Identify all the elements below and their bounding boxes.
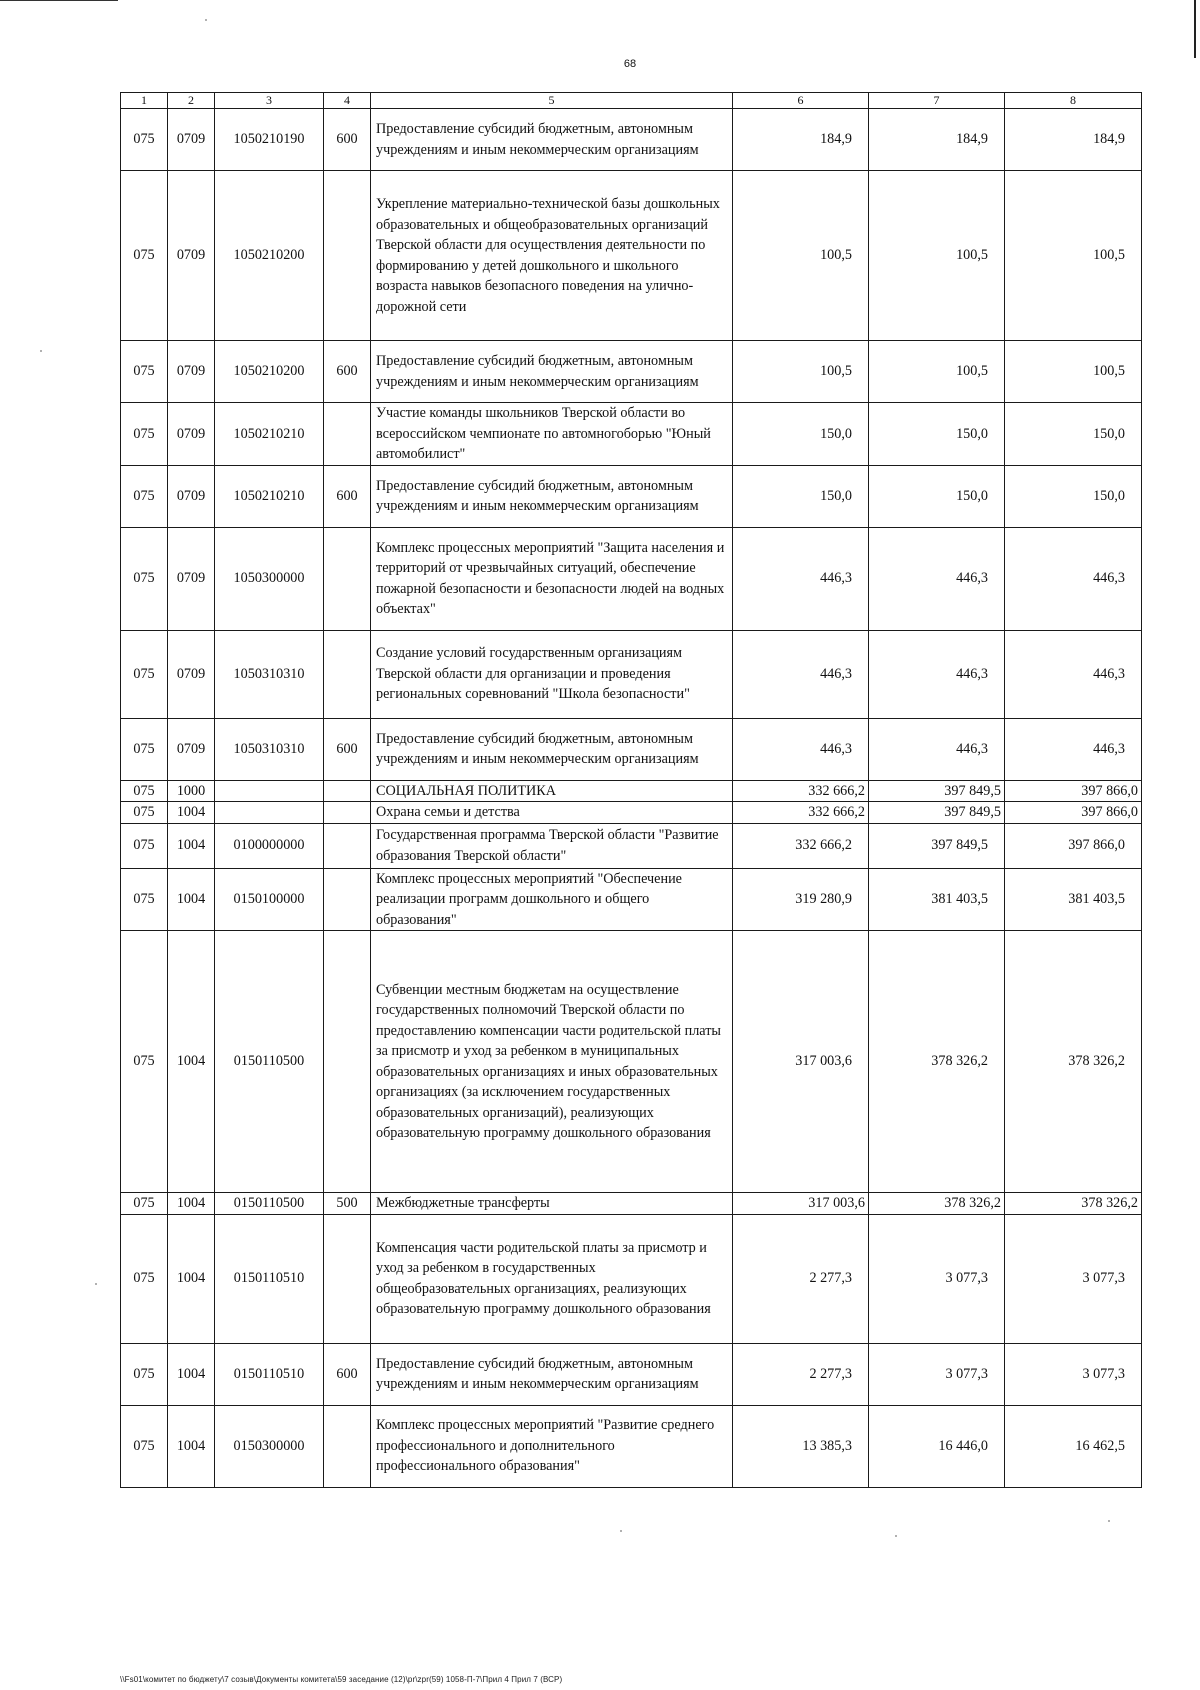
cell-description: Компенсация части родительской платы за присмотр и уход за ребенком в государственных общеобразовательных организациях, реализующих образовательную программу дошкольного образования xyxy=(371,1214,733,1343)
table-row xyxy=(121,780,1142,802)
cell-razdel: 1004 xyxy=(168,1214,215,1343)
cell-sum-year-3: 381 403,5 xyxy=(1005,868,1142,931)
cell-glava: 075 xyxy=(121,171,168,341)
cell-glava: 075 xyxy=(121,630,168,718)
cell-sum-year-2: 3 077,3 xyxy=(869,1214,1005,1343)
cell-glava: 075 xyxy=(121,403,168,466)
cell-sum-year-3: 397 866,0 xyxy=(1005,802,1142,824)
cell-target-article: 1050210200 xyxy=(215,171,324,341)
cell-target-article: 1050210210 xyxy=(215,403,324,466)
cell-sum-year-2: 150,0 xyxy=(869,465,1005,527)
cell-sum-year-3: 446,3 xyxy=(1005,630,1142,718)
cell-expense-type xyxy=(324,1214,371,1343)
cell-sum-year-1: 446,3 xyxy=(733,718,869,780)
table-row xyxy=(121,823,1142,868)
page-number: 68 xyxy=(623,58,637,70)
cell-description: Охрана семьи и детства xyxy=(371,802,733,824)
cell-razdel: 1004 xyxy=(168,1343,215,1405)
scan-speck xyxy=(205,19,207,21)
cell-sum-year-1: 100,5 xyxy=(733,171,869,341)
cell-target-article: 1050310310 xyxy=(215,718,324,780)
cell-target-article: 0150110500 xyxy=(215,1193,324,1215)
cell-razdel: 0709 xyxy=(168,403,215,466)
cell-target-article: 1050210200 xyxy=(215,341,324,403)
table-row xyxy=(121,109,1142,171)
cell-glava: 075 xyxy=(121,780,168,802)
cell-description: Укрепление материально-технической базы дошкольных образовательных и общеобразовательных организаций Тверской области для осуществления деятельности по формированию у детей дошкольного и школьного возраста навыков безопасного поведения на улично-дорожной сети xyxy=(371,171,733,341)
cell-sum-year-2: 446,3 xyxy=(869,527,1005,630)
cell-description: Участие команды школьников Тверской области во всероссийском чемпионате по автомногоборью "Юный автомобилист" xyxy=(371,403,733,466)
cell-sum-year-1: 150,0 xyxy=(733,403,869,466)
cell-target-article: 1050300000 xyxy=(215,527,324,630)
cell-target-article: 0150100000 xyxy=(215,868,324,931)
column-header: 8 xyxy=(1005,93,1142,109)
cell-glava: 075 xyxy=(121,109,168,171)
cell-sum-year-1: 446,3 xyxy=(733,527,869,630)
table-row xyxy=(121,341,1142,403)
table-row xyxy=(121,630,1142,718)
cell-expense-type xyxy=(324,780,371,802)
cell-sum-year-2: 100,5 xyxy=(869,341,1005,403)
cell-glava: 075 xyxy=(121,1405,168,1487)
cell-sum-year-3: 397 866,0 xyxy=(1005,780,1142,802)
cell-description: Межбюджетные трансферты xyxy=(371,1193,733,1215)
cell-description: Предоставление субсидий бюджетным, автономным учреждениям и иным некоммерческим организациям xyxy=(371,341,733,403)
table-row xyxy=(121,931,1142,1193)
scan-speck xyxy=(895,1535,897,1537)
cell-glava: 075 xyxy=(121,868,168,931)
cell-target-article: 0100000000 xyxy=(215,823,324,868)
cell-expense-type xyxy=(324,527,371,630)
cell-glava: 075 xyxy=(121,341,168,403)
cell-glava: 075 xyxy=(121,465,168,527)
cell-sum-year-2: 446,3 xyxy=(869,630,1005,718)
budget-table xyxy=(120,92,1142,1488)
cell-razdel: 1004 xyxy=(168,931,215,1193)
table-row xyxy=(121,1405,1142,1487)
cell-expense-type: 600 xyxy=(324,1343,371,1405)
table-row xyxy=(121,465,1142,527)
cell-razdel: 1004 xyxy=(168,1405,215,1487)
cell-expense-type xyxy=(324,868,371,931)
cell-description: Предоставление субсидий бюджетным, автономным учреждениям и иным некоммерческим организациям xyxy=(371,465,733,527)
cell-sum-year-1: 184,9 xyxy=(733,109,869,171)
cell-sum-year-1: 150,0 xyxy=(733,465,869,527)
cell-razdel: 0709 xyxy=(168,630,215,718)
cell-expense-type xyxy=(324,403,371,466)
cell-sum-year-2: 100,5 xyxy=(869,171,1005,341)
cell-description: Комплекс процессных мероприятий "Обеспечение реализации программ дошкольного и общего образования" xyxy=(371,868,733,931)
cell-sum-year-3: 16 462,5 xyxy=(1005,1405,1142,1487)
cell-sum-year-3: 184,9 xyxy=(1005,109,1142,171)
cell-description: Государственная программа Тверской области "Развитие образования Тверской области" xyxy=(371,823,733,868)
cell-expense-type xyxy=(324,823,371,868)
cell-sum-year-3: 100,5 xyxy=(1005,171,1142,341)
cell-razdel: 0709 xyxy=(168,341,215,403)
document-footer-path: \\Fs01\комитет по бюджету\7 созыв\Документы комитета\59 заседание (12)\pr\zpr(59) 1058-П-7\Прил 4 Прил 7 (ВСР) xyxy=(120,1675,563,1684)
cell-sum-year-2: 378 326,2 xyxy=(869,931,1005,1193)
cell-target-article: 0150110500 xyxy=(215,931,324,1193)
column-header: 6 xyxy=(733,93,869,109)
cell-expense-type xyxy=(324,171,371,341)
cell-razdel: 1004 xyxy=(168,802,215,824)
cell-sum-year-2: 378 326,2 xyxy=(869,1193,1005,1215)
cell-sum-year-2: 397 849,5 xyxy=(869,802,1005,824)
cell-expense-type: 500 xyxy=(324,1193,371,1215)
cell-sum-year-2: 3 077,3 xyxy=(869,1343,1005,1405)
cell-expense-type xyxy=(324,630,371,718)
cell-sum-year-1: 100,5 xyxy=(733,341,869,403)
column-header: 7 xyxy=(869,93,1005,109)
cell-razdel: 1000 xyxy=(168,780,215,802)
cell-glava: 075 xyxy=(121,1343,168,1405)
cell-sum-year-3: 446,3 xyxy=(1005,718,1142,780)
cell-description: Предоставление субсидий бюджетным, автономным учреждениям и иным некоммерческим организациям xyxy=(371,1343,733,1405)
cell-sum-year-1: 446,3 xyxy=(733,630,869,718)
cell-description: Предоставление субсидий бюджетным, автономным учреждениям и иным некоммерческим организациям xyxy=(371,109,733,171)
cell-description: Комплекс процессных мероприятий "Защита населения и территорий от чрезвычайных ситуаций, обеспечение пожарной безопасности и безопасности людей на водных объектах" xyxy=(371,527,733,630)
cell-description: СОЦИАЛЬНАЯ ПОЛИТИКА xyxy=(371,780,733,802)
cell-sum-year-1: 332 666,2 xyxy=(733,780,869,802)
cell-glava: 075 xyxy=(121,1214,168,1343)
column-header: 3 xyxy=(215,93,324,109)
table-row xyxy=(121,718,1142,780)
cell-expense-type: 600 xyxy=(324,465,371,527)
cell-sum-year-2: 150,0 xyxy=(869,403,1005,466)
cell-target-article: 0150110510 xyxy=(215,1214,324,1343)
scan-edge-mark xyxy=(1194,0,1196,58)
cell-sum-year-2: 184,9 xyxy=(869,109,1005,171)
cell-sum-year-3: 150,0 xyxy=(1005,403,1142,466)
cell-sum-year-2: 397 849,5 xyxy=(869,823,1005,868)
table-row xyxy=(121,1214,1142,1343)
scan-speck xyxy=(620,1530,622,1532)
cell-razdel: 1004 xyxy=(168,868,215,931)
cell-glava: 075 xyxy=(121,1193,168,1215)
column-header: 2 xyxy=(168,93,215,109)
cell-razdel: 1004 xyxy=(168,1193,215,1215)
table-row xyxy=(121,868,1142,931)
cell-sum-year-3: 378 326,2 xyxy=(1005,1193,1142,1215)
cell-sum-year-3: 150,0 xyxy=(1005,465,1142,527)
cell-sum-year-1: 332 666,2 xyxy=(733,823,869,868)
cell-sum-year-3: 446,3 xyxy=(1005,527,1142,630)
cell-razdel: 0709 xyxy=(168,465,215,527)
cell-expense-type: 600 xyxy=(324,718,371,780)
cell-sum-year-1: 332 666,2 xyxy=(733,802,869,824)
cell-glava: 075 xyxy=(121,823,168,868)
cell-target-article: 0150300000 xyxy=(215,1405,324,1487)
cell-glava: 075 xyxy=(121,931,168,1193)
cell-glava: 075 xyxy=(121,718,168,780)
cell-expense-type xyxy=(324,1405,371,1487)
table-row xyxy=(121,1193,1142,1215)
cell-target-article: 1050210190 xyxy=(215,109,324,171)
cell-sum-year-1: 319 280,9 xyxy=(733,868,869,931)
cell-glava: 075 xyxy=(121,527,168,630)
column-header: 1 xyxy=(121,93,168,109)
scan-speck xyxy=(40,350,42,352)
cell-sum-year-3: 397 866,0 xyxy=(1005,823,1142,868)
cell-glava: 075 xyxy=(121,802,168,824)
cell-sum-year-1: 13 385,3 xyxy=(733,1405,869,1487)
scan-edge-mark xyxy=(0,0,118,1)
table-row xyxy=(121,1343,1142,1405)
cell-description: Субвенции местным бюджетам на осуществление государственных полномочий Тверской области по предоставлению компенсации части родительской платы за присмотр и уход за ребенком в муниципальных образовательных организациях и иных образовательных организациях (за исключением государственных образовательных организаций), реализующих образовательную программу дошкольного образования xyxy=(371,931,733,1193)
column-header: 5 xyxy=(371,93,733,109)
cell-description: Предоставление субсидий бюджетным, автономным учреждениям и иным некоммерческим организациям xyxy=(371,718,733,780)
cell-sum-year-3: 100,5 xyxy=(1005,341,1142,403)
cell-razdel: 0709 xyxy=(168,171,215,341)
cell-sum-year-1: 317 003,6 xyxy=(733,1193,869,1215)
cell-expense-type: 600 xyxy=(324,109,371,171)
cell-target-article xyxy=(215,802,324,824)
cell-target-article: 1050210210 xyxy=(215,465,324,527)
table-row xyxy=(121,171,1142,341)
table-row xyxy=(121,802,1142,824)
cell-razdel: 1004 xyxy=(168,823,215,868)
cell-sum-year-3: 3 077,3 xyxy=(1005,1214,1142,1343)
cell-description: Комплекс процессных мероприятий "Развитие среднего профессионального и дополнительного профессионального образования" xyxy=(371,1405,733,1487)
cell-razdel: 0709 xyxy=(168,527,215,630)
cell-razdel: 0709 xyxy=(168,109,215,171)
cell-expense-type xyxy=(324,802,371,824)
column-header: 4 xyxy=(324,93,371,109)
cell-sum-year-1: 2 277,3 xyxy=(733,1214,869,1343)
cell-sum-year-1: 317 003,6 xyxy=(733,931,869,1193)
cell-expense-type xyxy=(324,931,371,1193)
cell-sum-year-2: 397 849,5 xyxy=(869,780,1005,802)
table-row xyxy=(121,403,1142,466)
cell-razdel: 0709 xyxy=(168,718,215,780)
table-row xyxy=(121,527,1142,630)
cell-expense-type: 600 xyxy=(324,341,371,403)
cell-sum-year-2: 16 446,0 xyxy=(869,1405,1005,1487)
cell-target-article xyxy=(215,780,324,802)
scan-speck xyxy=(95,1283,97,1285)
cell-sum-year-3: 3 077,3 xyxy=(1005,1343,1142,1405)
table-header-row xyxy=(121,93,1142,109)
cell-description: Создание условий государственным организациям Тверской области для организации и проведения региональных соревнований "Школа безопасности" xyxy=(371,630,733,718)
cell-sum-year-1: 2 277,3 xyxy=(733,1343,869,1405)
cell-sum-year-2: 446,3 xyxy=(869,718,1005,780)
cell-sum-year-2: 381 403,5 xyxy=(869,868,1005,931)
cell-sum-year-3: 378 326,2 xyxy=(1005,931,1142,1193)
cell-target-article: 0150110510 xyxy=(215,1343,324,1405)
scan-speck xyxy=(1108,1520,1110,1522)
cell-target-article: 1050310310 xyxy=(215,630,324,718)
